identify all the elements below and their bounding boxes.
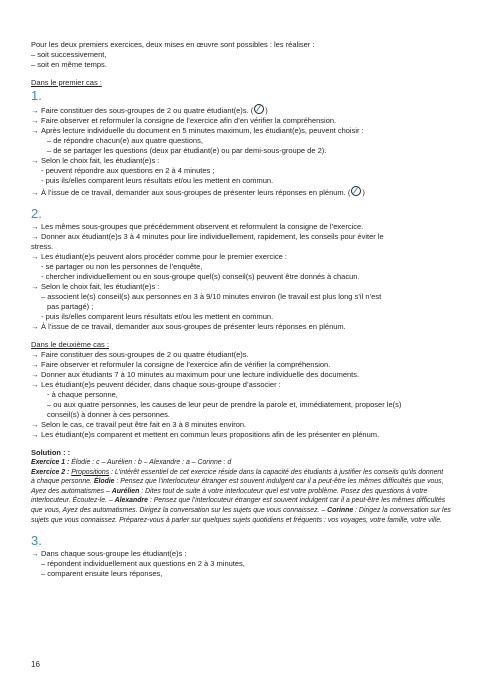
sub-item: – ou aux quatre personnes, les causes de leur peur de prendre la parole et, immédiatement, proposer le(s) — [47, 400, 402, 409]
sub-item-continuation: conseil(s) à donner à ces personnes. — [47, 410, 170, 419]
section-number-2: 2. — [31, 206, 42, 221]
arrow-icon: → — [31, 420, 39, 429]
instruction-item: → Faire observer et reformuler la consigne de l’exercice afin d’en vérifier la compréhension. — [31, 116, 337, 125]
instruction-item: → Donner aux étudiants 7 à 10 minutes au maximum pour une lecture individuelle des documents. — [31, 370, 360, 379]
page-number: 16 — [31, 660, 40, 669]
arrow-icon: → — [31, 430, 39, 439]
instruction-item: → Après lecture individuelle du document en 5 minutes maximum, les étudiant(e)s, peuvent choisir : — [31, 126, 364, 135]
instruction-item: → Les étudiant(e)s comparent et mettent en commun leurs propositions afin de les présenter en plénum. — [31, 430, 380, 439]
instruction-item: → Les étudiant(e)s peuvent décider, dans chaque sous-groupe d’associer : — [31, 380, 281, 389]
sub-item: – répondent individuellement aux questions en 2 à 3 minutes, — [41, 559, 245, 569]
intro-line: Pour les deux premiers exercices, deux mises en œuvre sont possibles : les réaliser : — [31, 40, 315, 49]
arrow-icon: → — [31, 188, 39, 197]
instruction-item: → Faire constituer des sous-groupes de 2 ou quatre étudiant(e)s. — [31, 350, 249, 359]
sub-item: – de répondre chacun(e) aux quatre questions, — [47, 136, 203, 145]
sub-item: – comparent ensuite leurs réponses, — [41, 569, 163, 579]
sub-item: - chercher individuellement ou en sous-groupe quel(s) conseil(s) peuvent être donnés à chacun. — [41, 272, 360, 281]
arrow-icon: → — [31, 360, 39, 369]
solution-block: Exercice 1 : Élodie : c – Aurélien : b – Alexandre : a – Corinne : d Exercice 2 : Propositions : L’intérêt essentiel de cet exercice réside dans la capacité des étudiants à justifier les conseils qu’ils donnent à chaque personne. Élodie : Pensez que l’interlocuteur étranger est souvent indulgent car il a peut-être les mêmes difficultés que vous, Ayez des automatismes – Aurélien : Dites tout de suite à votre interlocuteur quel est votre problème. Posez des questions à votre interlocuteur. Écoutez-le. – Alexandre : Pensez que l’interlocuteur étranger est souvent indulgent car il a peut-être les mêmes difficultés que vous, Ayez des automatismes. Dirigez la conversation sur les sujets que vous connaissez. – Corinne : Dirigez la conversation sur les sujets que vous connaissez. Préparez-vous à parler sur quelques sujets quotidiens et fréquents : vos voyages, votre famille, votre ville. — [31, 458, 477, 525]
instruction-item: → Faire observer et reformuler la consigne de l’exercice afin de vérifier la compréhension. — [31, 360, 331, 369]
instruction-item: → Selon le cas, ce travail peut être fait en 3 à 8 minutes environ. — [31, 420, 247, 429]
instruction-item: → Les mêmes sous-groupes que précédemment observent et reformulent la consigne de l’exercice. — [31, 222, 364, 231]
sub-item: - puis ils/elles comparent leurs résultats et/ou les mettent en commun. — [41, 312, 274, 321]
arrow-icon: → — [31, 156, 39, 165]
instruction-item: → Les étudiant(e)s peuvent alors procéder comme pour le premier exercice : — [31, 252, 287, 261]
instruction-item: → Selon le choix fait, les étudiant(e)s : — [31, 282, 160, 291]
section-number-3: 3. — [31, 533, 42, 549]
instruction-item: → Dans chaque sous-groupe les étudiant(e)s : — [31, 549, 187, 559]
arrow-icon: → — [31, 380, 39, 389]
arrow-icon: → — [31, 222, 39, 231]
instruction-item: → Donner aux étudiant(e)s 3 à 4 minutes pour lire individuellement, rapidement, les conseils pour éviter le — [31, 232, 384, 241]
exercise-1-solution: Exercice 1 : Élodie : c – Aurélien : b – Alexandre : a – Corinne : d — [31, 459, 232, 466]
arrow-icon: → — [31, 252, 39, 261]
sub-item: – associent le(s) conseil(s) aux personnes en 3 à 9/10 minutes environ (le travail est plus long s’il n’est — [41, 292, 382, 301]
page-content — [31, 40, 477, 579]
exercise-2-solution: Exercice 2 : Propositions : L’intérêt essentiel de cet exercice réside dans la capacité des étudiants à justifier les conseils qu’ils donnent — [31, 468, 444, 476]
case2-heading: Dans le deuxième cas : — [31, 340, 109, 349]
sub-item: – de se partager les questions (deux par étudiant(e) ou par demi-sous-groupe de 2). — [47, 146, 327, 155]
sub-item-continuation: pas partagé) ; — [47, 302, 94, 311]
arrow-icon: → — [31, 350, 39, 359]
sub-item: - puis ils/elles comparent leurs résultats et/ou les mettent en commun. — [41, 176, 274, 185]
instruction-continuation: stress. — [31, 242, 54, 251]
case1-heading: Dans le premier cas : — [31, 78, 102, 87]
pencil-icon — [351, 186, 361, 196]
instruction-item: → À l’issue de ce travail, demander aux sous-groupes de présenter leurs réponses en plénum. — [31, 322, 346, 331]
instruction-item: → À l’issue de ce travail, demander aux sous-groupes de présenter leurs réponses en plénum. ( ) — [31, 188, 365, 197]
sub-item: - peuvent répondre aux questions en 2 à 4 minutes ; — [41, 166, 215, 175]
arrow-icon: → — [31, 126, 39, 135]
arrow-icon: → — [31, 370, 39, 379]
instruction-item: → Selon le choix fait, les étudiant(e)s : — [31, 156, 160, 165]
arrow-icon: → — [31, 549, 39, 559]
sub-item: - à chaque personne, — [47, 390, 118, 399]
arrow-icon: → — [31, 282, 39, 291]
arrow-icon: → — [31, 116, 39, 125]
arrow-icon: → — [31, 106, 39, 115]
intro-option: – soit successivement, — [31, 50, 107, 59]
sub-item: - se partager ou non les personnes de l’enquête, — [41, 262, 203, 271]
solution-title: Solution : : — [31, 448, 71, 457]
section-number-1: 1. — [31, 88, 42, 103]
arrow-icon: → — [31, 322, 39, 331]
instruction-item: → Faire constituer des sous-groupes de 2 ou quatre étudiant(e)s. ( ) — [31, 106, 268, 115]
pencil-icon — [254, 104, 264, 114]
intro-option: – soit en même temps. — [31, 60, 107, 69]
arrow-icon: → — [31, 232, 39, 241]
